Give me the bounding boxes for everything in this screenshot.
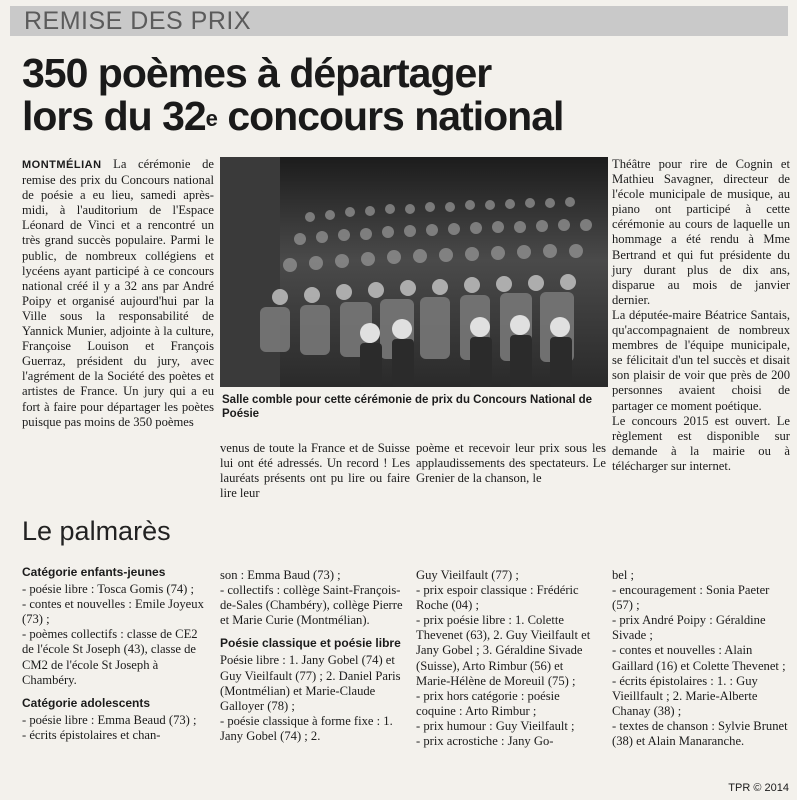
award-item: - contes et nouvelles : Alain Gaillard (16) et Colette Thevenet ; (612, 643, 786, 673)
award-item: bel ; (612, 568, 635, 582)
palmares-column-4 (612, 568, 788, 749)
award-item: - prix humour : Guy Vieilfault ; (416, 718, 575, 733)
award-item: - écrits épistolaires : 1. : Guy Vieillfault ; 2. Marie-Alberte Chanay (38) ; (612, 673, 758, 718)
award-item: - poésie libre : Tosca Gomis (74) ; (22, 582, 195, 597)
award-item: - poésie classique à forme fixe : 1. Jany Gobel (74) ; 2. (220, 713, 393, 743)
article-column-1 (22, 157, 214, 430)
award-item: son : Emma Baud (73) ; (220, 568, 341, 582)
event-photo (220, 157, 608, 387)
dateline: MONTMÉLIAN (22, 159, 102, 171)
photo-caption: Salle comble pour cette cérémonie de prix du Concours National de Poésie (222, 394, 593, 420)
award-item: Poésie libre : 1. Jany Gobel (74) et Guy Vieilfault (77) ; 2. Daniel Paris (Montmélian) et Marie-Claude Galloyer (78) ; (220, 653, 401, 713)
headline-line-1: 350 poèmes à départager (22, 50, 492, 96)
article-column-4 (612, 157, 790, 474)
award-item: - écrits épistolaires et chan- (22, 727, 161, 742)
palmares-title: Le palmarès (22, 516, 171, 546)
audience-photo-illustration (220, 157, 608, 387)
category-heading: Catégorie adolescents (22, 695, 151, 710)
article-paragraph: La députée-maire Béatrice Santais, qu'accompagnaient de nombreux membres de l'équipe municipale, se félicitait d'un tel succès et disait son plaisir de voir que près de 200 personnes avaient choisi de partager ce moment poétique. (612, 307, 790, 413)
article-text-1: La cérémonie de remise des prix du Concours national de poésie a eu lieu, samedi après-midi, à l'auditorium de l'Espace Léonard de Vinci et a rencontré un très grand succès populaire. Parmi le public, de nombreux collégiens et lycéens ayant participé à ce concours national créé il y a 32 ans par André Poipy et organisé aujourd'hui par la Ville sous la responsabilité de Yannick Munier, adjointe à la culture, Françoise Louison et François Guerraz, président du jury, avec l'agrément de la Société des poètes et artistes de France. Un jury qui a eu fort à faire pour départager les poètes puisque pas moins de 350 poèmes (22, 157, 214, 429)
award-item: - collectifs : collège Saint-François-de-Sales (Chambéry), collège Pierre et Marie Curie (Montmélian). (220, 583, 403, 628)
rubric-label: REMISE DES PRIX (24, 7, 251, 35)
palmares-column-1 (22, 565, 206, 743)
copyright-credit: TPR © 2014 (728, 782, 789, 794)
headline (22, 52, 622, 138)
headline-line-2: lors du 32e concours national (22, 93, 564, 139)
palmares-column-2 (220, 568, 404, 744)
award-item: - prix espoir classique : Frédéric Roche (04) ; (416, 583, 579, 613)
award-item: - prix acrostiche : Jany Go- (416, 734, 554, 749)
award-item: - prix poésie libre : 1. Colette Thevenet (63), 2. Guy Vieilfault et Jany Gobel ; 3. Géraldine Sivade (Suisse), Arto Rimbur (56) et Marie-Hélène de Moreuil (75) ; (416, 613, 591, 688)
award-item: - prix André Poipy : Géraldine Sivade ; (612, 613, 766, 643)
award-item: - prix hors catégorie : poésie coquine : Arto Rimbur ; (416, 688, 560, 718)
article-column-2: venus de toute la France et de Suisse lui ont été adressés. Un record ! Les lauréats présents ont pu lire ou faire lire leur (220, 441, 410, 501)
article-paragraph: Théâtre pour rire de Cognin et Mathieu Savagner, directeur de l'école municipale de musique, au piano ont participé à cette cérémonie au cours de laquelle un hommage a été rendu à Mme Bertrand et qui fut présidente du jury durant plus de dix ans, disparue au mois de janvier dernier. (612, 157, 790, 307)
palmares-column-3 (416, 568, 598, 749)
award-item: Guy Vieilfault (77) ; (416, 568, 519, 582)
article-paragraph: Le concours 2015 est ouvert. Le règlement est disponible sur demande à la mairie ou à télécharger sur internet. (612, 413, 790, 473)
article-column-3: poème et recevoir leur prix sous les applaudissements des spectateurs. Le Grenier de la chanson, le (416, 441, 606, 486)
award-item: - textes de chanson : Sylvie Brunet (38) et Alain Manaranche. (612, 718, 788, 749)
award-item: - poésie libre : Emma Beaud (73) ; (22, 712, 197, 727)
category-heading: Poésie classique et poésie libre (220, 636, 401, 651)
award-item: - poèmes collectifs : classe de CE2 de l'école St Joseph (43), classe de CM2 de l'école St Joseph à Chambéry. (22, 627, 198, 687)
section-rubric (10, 6, 788, 36)
award-item: - encouragement : Sonia Paeter (57) ; (612, 583, 770, 613)
category-heading: Catégorie enfants-jeunes (22, 565, 166, 579)
award-item: - contes et nouvelles : Emile Joyeux (73) ; (22, 597, 204, 627)
